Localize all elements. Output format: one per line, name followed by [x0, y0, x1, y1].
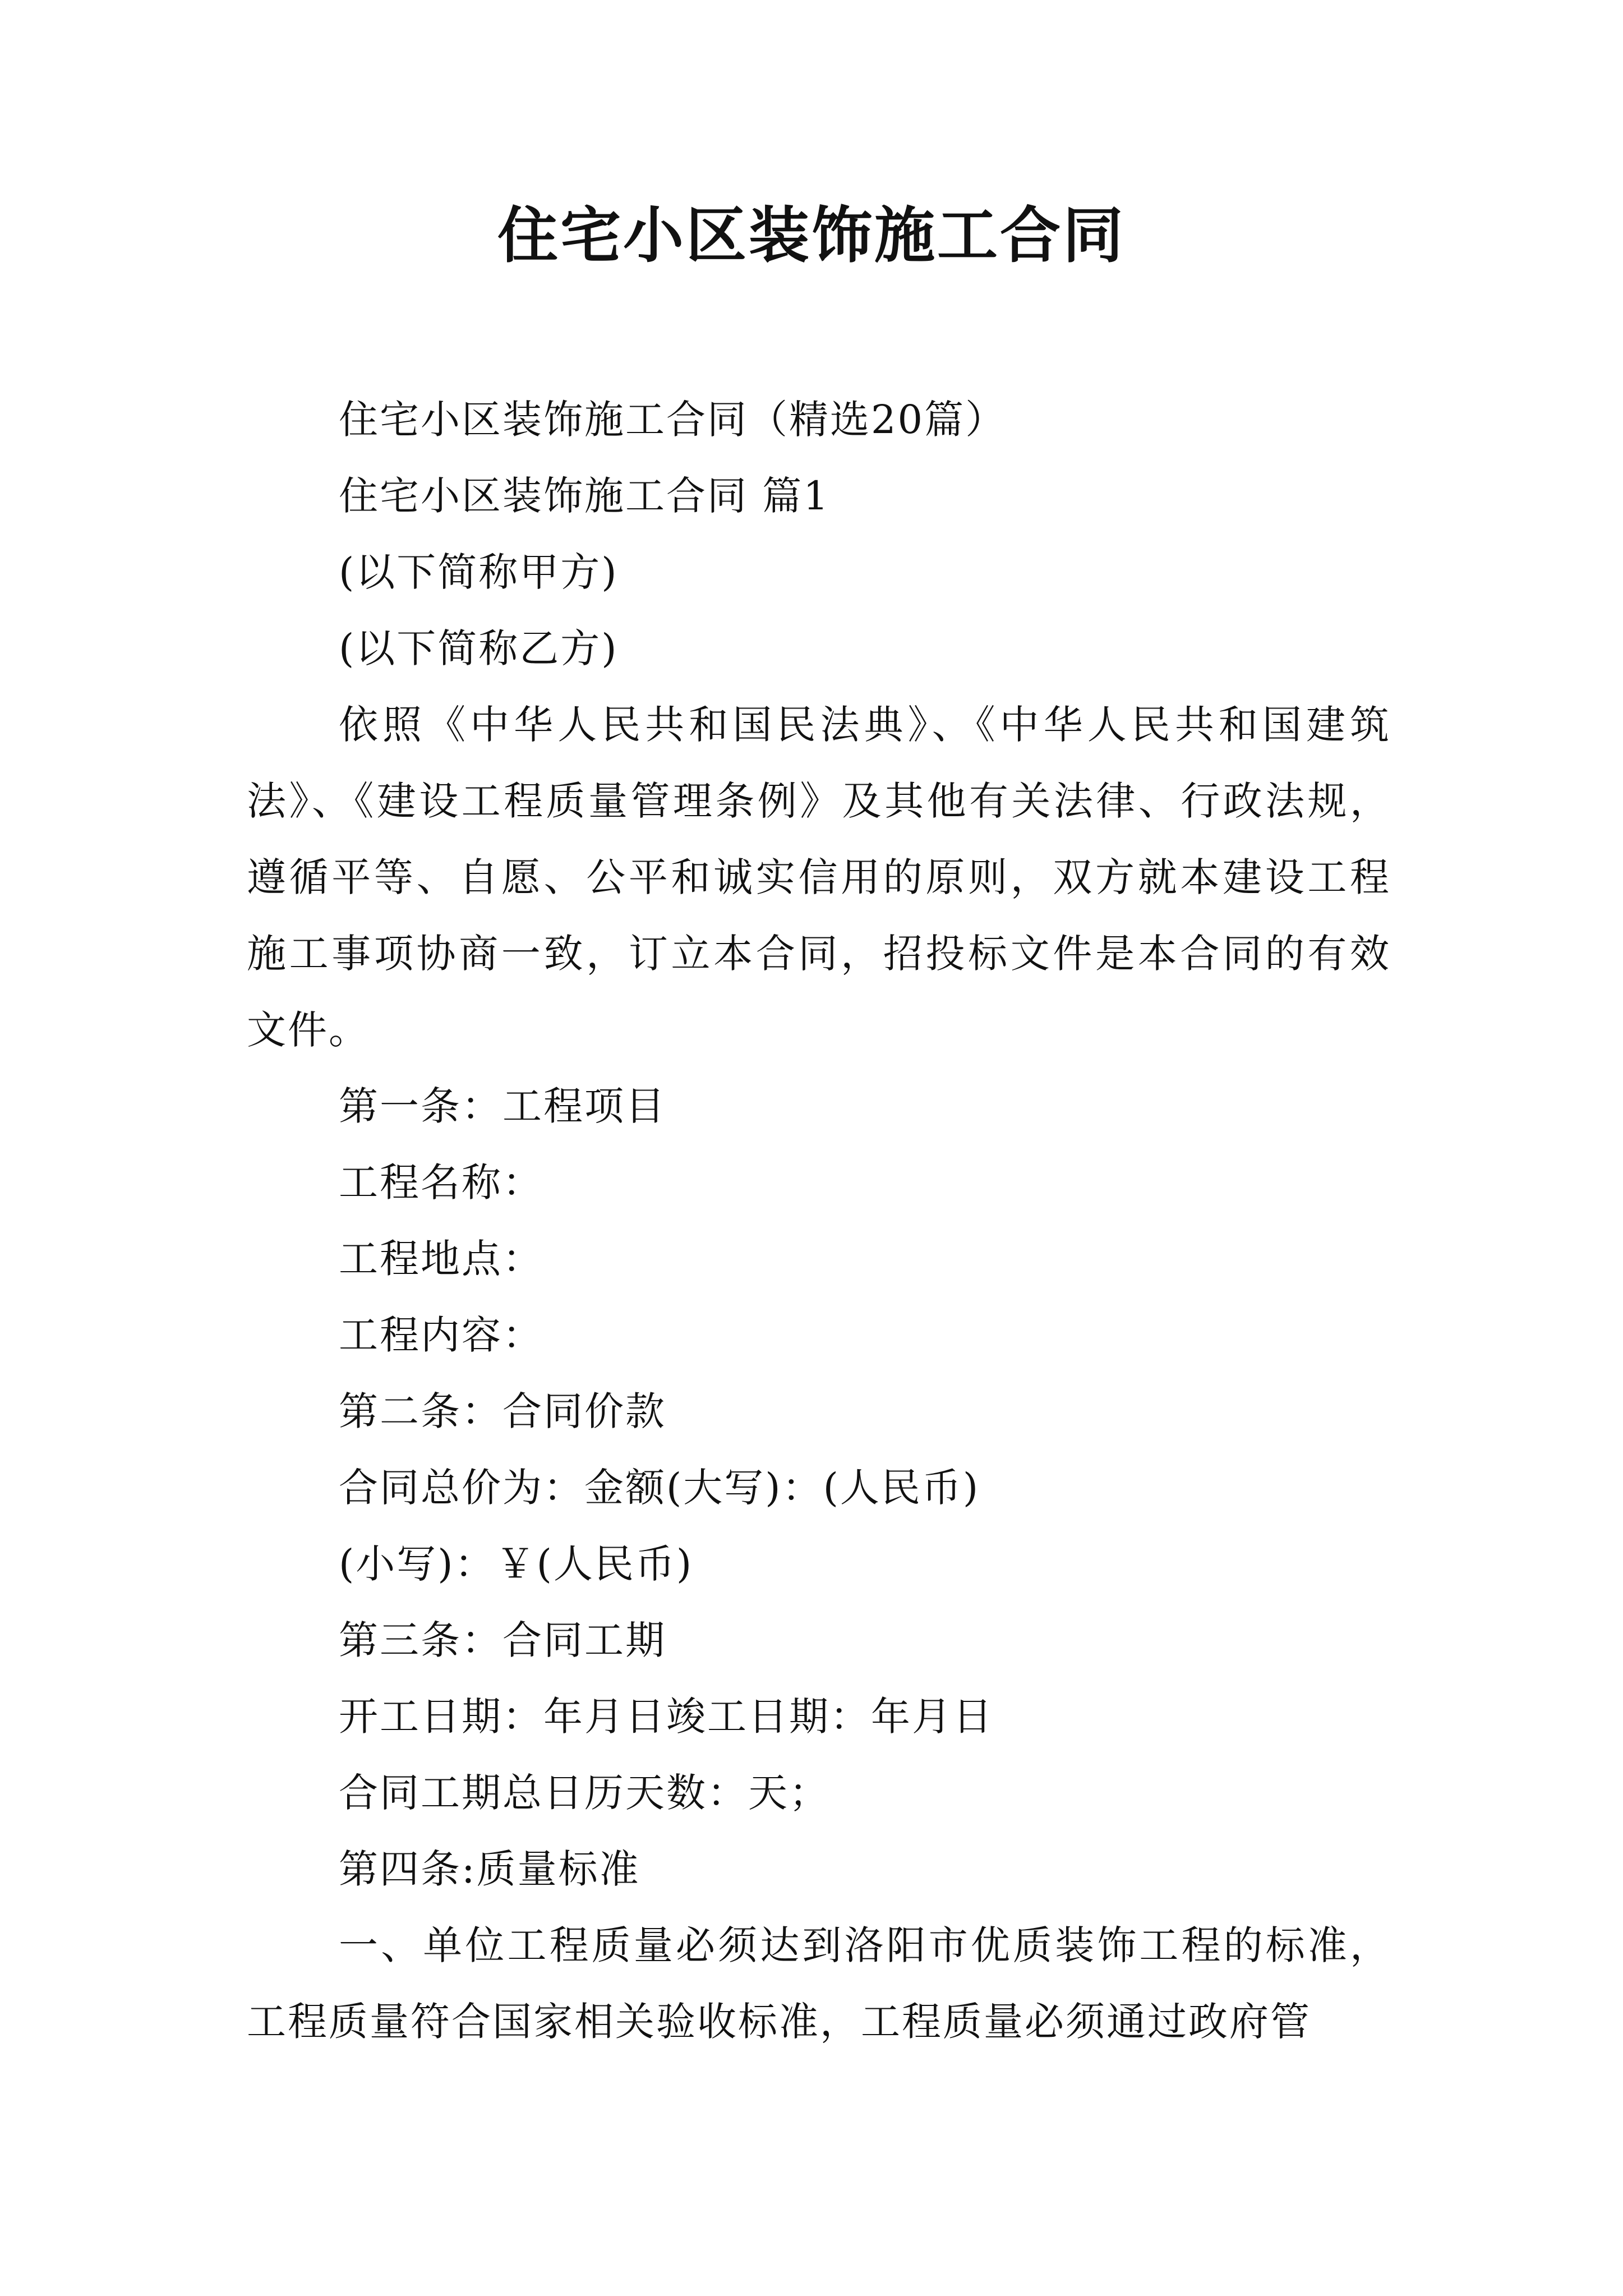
- paragraph-total-price-figure: (小写)：￥(人民币): [339, 1541, 694, 1587]
- paragraph-project-content: 工程内容：: [339, 1312, 543, 1358]
- paragraph-total-price-capital: 合同总价为：金额(大写)：(人民币): [339, 1465, 980, 1511]
- paragraph-party-b: (以下简称乙方): [339, 625, 619, 671]
- paragraph-quality-1: 一、单位工程质量必须达到洛阳市优质装饰工程的标准，工程质量符合国家相关验收标准，工程质量必须通过政府管: [247, 1922, 1391, 2045]
- paragraph-article-4: 第四条:质量标准: [339, 1846, 640, 1892]
- paragraph-total-days: 合同工期总日历天数：天；: [339, 1770, 830, 1816]
- document-title: 住宅小区装饰施工合同: [497, 200, 1126, 271]
- paragraph-article-3: 第三条：合同工期: [339, 1617, 666, 1663]
- paragraph-party-a: (以下简称甲方): [339, 549, 619, 595]
- paragraph-subtitle: 住宅小区装饰施工合同（精选20篇）: [339, 397, 1007, 443]
- paragraph-article-1: 第一条：工程项目: [339, 1083, 666, 1129]
- paragraph-project-location: 工程地点：: [339, 1236, 543, 1282]
- document-body: [247, 381, 1391, 2060]
- paragraph-dates: 开工日期：年月日竣工日期：年月日: [339, 1694, 994, 1740]
- paragraph-section-heading: 住宅小区装饰施工合同 篇1: [339, 473, 830, 519]
- paragraph-preamble: 依照《中华人民共和国民法典》、《中华人民共和国建筑法》、《建设工程质量管理条例》及其他有关法律、行政法规，遵循平等、自愿、公平和诚实信用的原则，双方就本建设工程施工事项协商一致，订立本合同，招投标文件是本合同的有效文件。: [247, 702, 1391, 1053]
- paragraph-project-name: 工程名称：: [339, 1159, 543, 1205]
- paragraph-article-2: 第二条：合同价款: [339, 1388, 666, 1434]
